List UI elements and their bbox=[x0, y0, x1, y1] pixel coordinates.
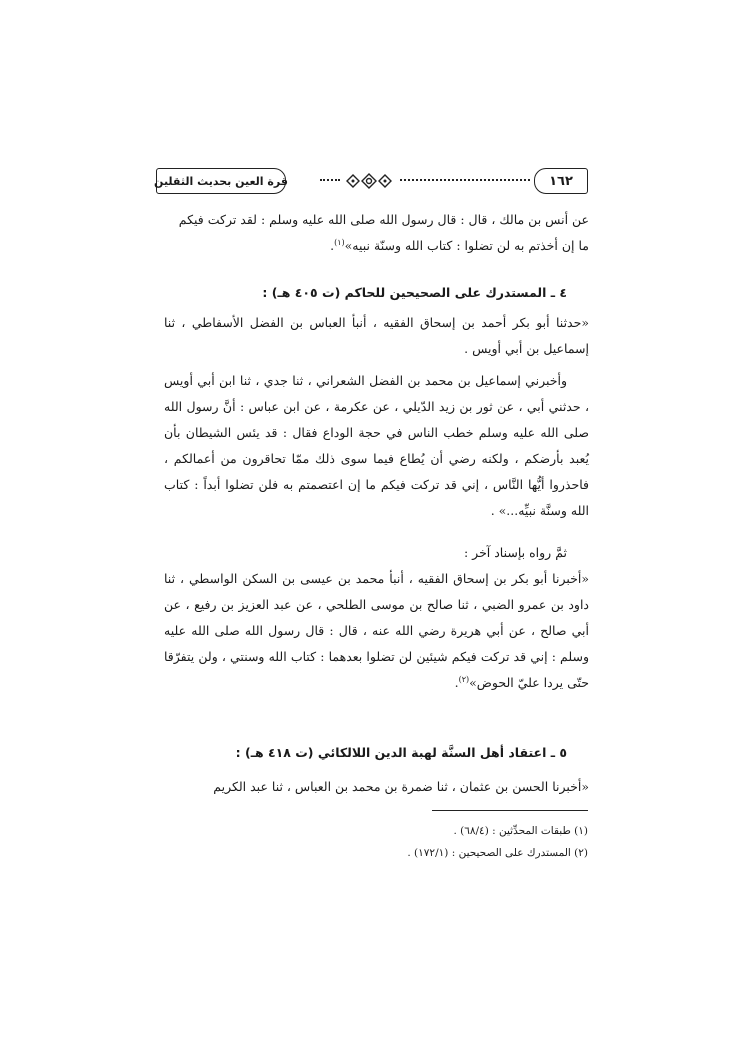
paragraph: ثمَّ رواه بإسناد آخر : bbox=[463, 545, 567, 560]
footnote-ref: (١) bbox=[334, 237, 345, 247]
footnotes bbox=[300, 820, 588, 864]
footnote-rule bbox=[432, 810, 588, 811]
footnote-ref: (٢) bbox=[458, 674, 470, 684]
text-line: ما إن أخذتم به لن تضلوا : كتاب الله وسنّة نبيه»$^{(١)}$. bbox=[330, 237, 589, 253]
paragraph: «حدثنا أبو بكر أحمد بن إسحاق الفقيه ، أنبأ العباس بن الفضل الأسفاطي ، ثنا إسماعيل بن أبي أويس . bbox=[164, 315, 589, 356]
header-ornament-icon bbox=[344, 172, 394, 190]
page-number: ١٦٢ bbox=[534, 168, 588, 194]
body-block-1 bbox=[164, 207, 589, 259]
section-4 bbox=[164, 280, 589, 696]
footnote: (٢) المستدرك على الصحيحين : (١٧٢/١) . bbox=[407, 847, 588, 859]
paragraph: «أخبرنا الحسن بن عثمان ، ثنا ضمرة بن محمد بن العباس ، ثنا عبد الكريم bbox=[213, 779, 589, 794]
footnote: (١) طبقات المحدِّثين : (٦٨/٤) . bbox=[453, 825, 588, 837]
header-dotted-rule-left bbox=[320, 179, 340, 181]
section-heading: ٥ ـ اعتقاد أهل السنَّة لهبة الدين اللالكائي (ت ٤١٨ هـ) : bbox=[235, 745, 567, 760]
section-5 bbox=[164, 740, 589, 800]
running-title: قرة العين بحديث الثقلين bbox=[156, 168, 286, 194]
text-line: عن أنس بن مالك ، قال : قال رسول الله صلى الله عليه وسلم : لقد تركت فيكم bbox=[178, 212, 589, 227]
section-heading: ٤ ـ المستدرك على الصحيحين للحاكم (ت ٤٠٥ هـ) : bbox=[262, 285, 567, 300]
paragraph: «أخبرنا أبو بكر بن إسحاق الفقيه ، أنبأ محمد بن عيسى بن السكن الواسطي ، ثنا داود بن عمرو الضبي ، ثنا صالح بن موسى الطلحي ، عن عبد العزيز بن رفيع ، عن أبي صالح ، عن أبي هريرة رضي الله عنه ، قال : قال رسول الله صلى الله عليه وسلم : إني قد تركت فيكم شيئين لن تضلوا بعدهما : كتاب الله وسنتي ، ولن يتفرّقا حتّى يردا عليّ الحوض»$^{(٢)}$. bbox=[164, 571, 589, 690]
paragraph: وأخبرني إسماعيل بن محمد بن الفضل الشعراني ، ثنا جدي ، ثنا ابن أبي أويس ، حدثني أبي ، عن ثور بن زيد الدّيلي ، عن عكرمة ، عن ابن عباس : أنَّ رسول الله صلى الله عليه وسلم خطب الناس في حجة الوداع فقال : قد يئس الشيطان بأن يُعبد بأرضكم ، ولكنه رضي أن يُطاع فيما سوى ذلك ممّا تحاقرون من أعمالكم ، فاحذروا أيُّها النَّاس ، إني قد تركت فيكم ما إن اعتصمتم به فلن تضلوا أبداً : كتاب الله وسنَّة نبيِّه...» . bbox=[164, 373, 589, 518]
header-dotted-rule bbox=[400, 179, 530, 181]
page-header bbox=[156, 168, 588, 194]
